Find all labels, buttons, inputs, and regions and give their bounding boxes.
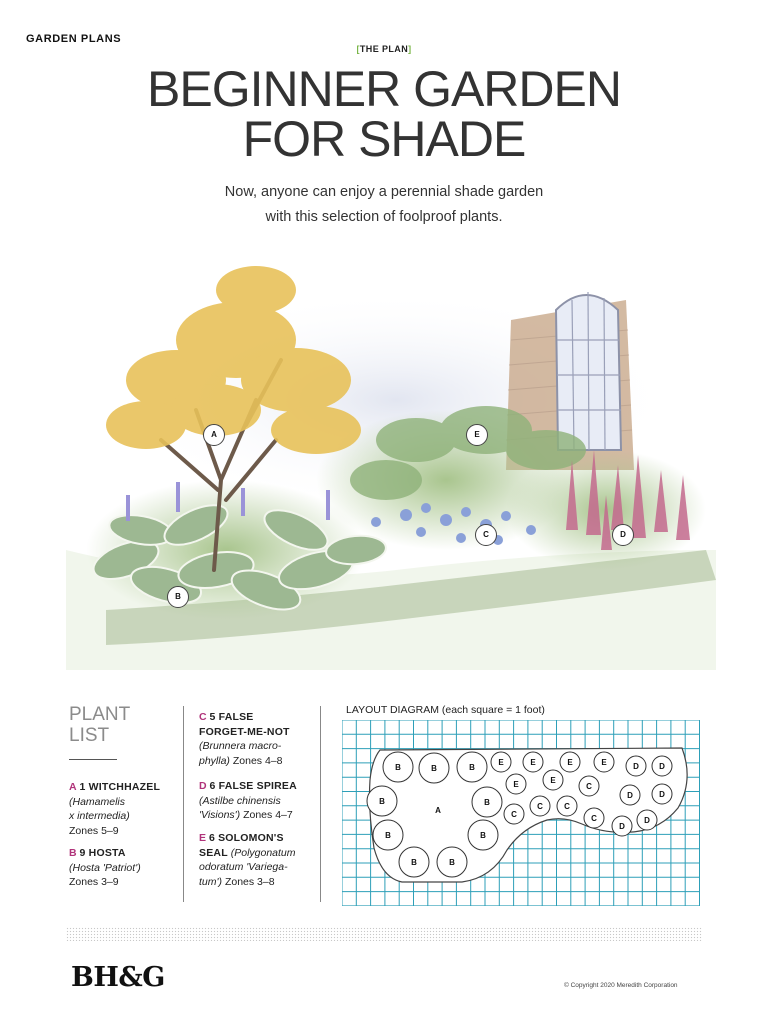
plant-letter: D xyxy=(199,780,207,792)
layout-plant-label: C xyxy=(537,802,543,811)
kicker xyxy=(0,44,768,54)
plant-scientific-name: x intermedia) xyxy=(69,810,130,822)
layout-plant-label: C xyxy=(586,782,592,791)
layout-plant-label: B xyxy=(449,858,455,867)
plant-scientific-name: (Astilbe chinensis xyxy=(199,794,281,807)
layout-plant-label: B xyxy=(480,831,486,840)
layout-plant-label: B xyxy=(431,764,437,773)
plant-scientific-name: tum') xyxy=(199,875,223,888)
dek-line-2: with this selection of foolproof plants. xyxy=(265,209,503,225)
kicker-bracket-open: [ xyxy=(356,44,360,54)
window xyxy=(556,292,621,450)
plant-zones: Zones 3–8 xyxy=(224,875,275,888)
layout-diagram-svg xyxy=(342,720,700,906)
dek xyxy=(150,180,618,230)
callout-a: A xyxy=(203,424,225,446)
plant-name: 1 WITCHHAZEL xyxy=(79,781,161,793)
kicker-bracket-close: ] xyxy=(408,44,412,54)
plant-entry-e xyxy=(199,831,313,889)
plant-scientific-name: (Polygonatum xyxy=(230,846,296,859)
plant-scientific-name: (Hamamelis xyxy=(69,795,126,808)
page-title xyxy=(0,61,768,167)
plant-zones: Zones 4–8 xyxy=(232,754,283,767)
plant-entry-c xyxy=(199,710,311,768)
layout-plant-label: B xyxy=(385,831,391,840)
layout-plant-label: E xyxy=(498,758,504,767)
plant-scientific-name: odoratum 'Variega- xyxy=(199,861,288,873)
plant-entry-a xyxy=(69,780,179,838)
plant-name: 5 FALSE xyxy=(209,711,254,723)
plant-entry-d xyxy=(199,779,311,823)
dek-line-1: Now, anyone can enjoy a perennial shade garden xyxy=(224,184,544,200)
layout-plant-label: B xyxy=(411,858,417,867)
plant-scientific-name: (Hosta 'Patriot') xyxy=(69,861,141,874)
layout-plant-label: B xyxy=(379,797,385,806)
plant-name: 9 HOSTA xyxy=(79,847,126,859)
plant-list-rule xyxy=(69,759,117,760)
plant-name: SEAL xyxy=(199,846,228,859)
layout-plant-label: D xyxy=(659,790,665,799)
plant-zones: Zones 4–7 xyxy=(243,809,293,821)
layout-plant-label: D xyxy=(659,762,665,771)
garden-illustration-art xyxy=(66,250,716,670)
layout-plant-label: A xyxy=(435,806,441,815)
plant-letter: B xyxy=(69,847,77,859)
layout-diagram-title: LAYOUT DIAGRAM (each square = 1 foot) xyxy=(346,704,545,716)
callout-e: E xyxy=(466,424,488,446)
layout-plant-label: C xyxy=(591,814,597,823)
plant-letter: C xyxy=(199,711,207,723)
layout-plant-label: B xyxy=(395,763,401,772)
layout-plant-label: E xyxy=(530,758,536,767)
plant-name: FORGET-ME-NOT xyxy=(199,725,290,738)
layout-plant-label: C xyxy=(511,810,517,819)
dotted-divider xyxy=(66,927,702,941)
plant-list-heading-line-2: LIST xyxy=(69,725,110,746)
plant-name: 6 SOLOMON'S xyxy=(208,832,284,844)
plant-letter: E xyxy=(199,832,207,844)
plant-entry-b xyxy=(69,846,179,890)
layout-plant-label: C xyxy=(564,802,570,811)
layout-plant-label: E xyxy=(567,758,573,767)
plant-list-heading-line-1: PLANT xyxy=(69,704,131,725)
layout-plant-label: B xyxy=(484,798,490,807)
copyright: © Copyright 2020 Meredith Corporation xyxy=(564,982,678,989)
plant-zones: Zones 3–9 xyxy=(69,876,119,888)
layout-plant-label: E xyxy=(601,758,607,767)
column-divider xyxy=(320,706,321,902)
plant-scientific-name: 'Visions') xyxy=(199,809,241,821)
layout-plant-label: E xyxy=(550,776,556,785)
section-label: GARDEN PLANS xyxy=(26,33,122,45)
title-line-1: BEGINNER GARDEN xyxy=(147,61,621,117)
title-line-2: FOR SHADE xyxy=(242,111,526,167)
callout-b: B xyxy=(167,586,189,608)
layout-diagram xyxy=(342,720,700,906)
column-divider xyxy=(183,706,184,902)
plant-list-heading xyxy=(69,704,169,746)
layout-plant-label: D xyxy=(633,762,639,771)
layout-plant-label: E xyxy=(513,780,519,789)
kicker-text: THE PLAN xyxy=(359,44,409,54)
plant-letter: A xyxy=(69,781,77,793)
layout-plant-label: B xyxy=(469,763,475,772)
garden-illustration xyxy=(66,250,716,670)
layout-plant-label: D xyxy=(627,791,633,800)
plant-scientific-name: (Brunnera macro- xyxy=(199,740,282,752)
layout-plant-label: D xyxy=(644,816,650,825)
layout-plant-label: D xyxy=(619,822,625,831)
callout-c: C xyxy=(475,524,497,546)
plant-zones: Zones 5–9 xyxy=(69,824,119,837)
plant-name: 6 FALSE SPIREA xyxy=(209,780,297,792)
callout-d: D xyxy=(612,524,634,546)
plant-scientific-name: phylla) xyxy=(199,754,230,767)
bhg-logo: BH&G xyxy=(71,962,165,993)
